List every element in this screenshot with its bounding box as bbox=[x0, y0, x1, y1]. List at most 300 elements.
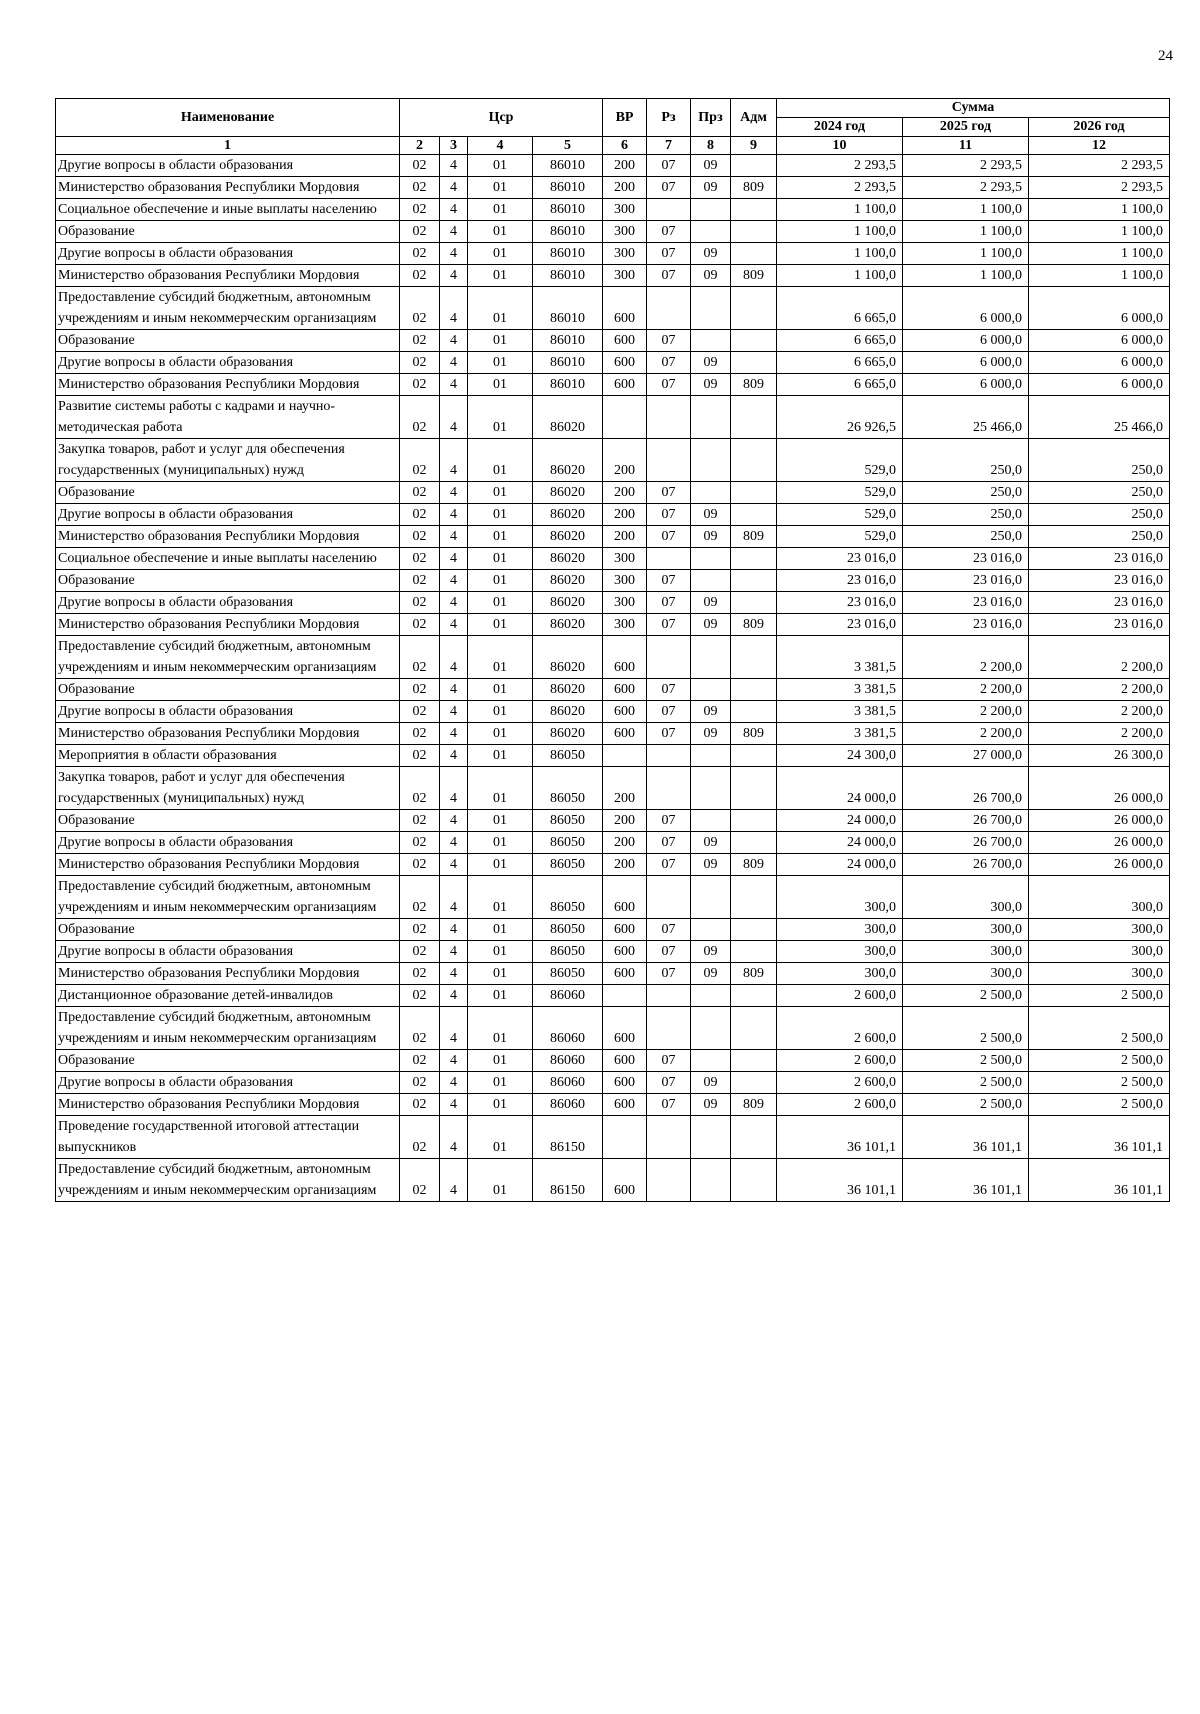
amount-2026: 300,0 bbox=[1029, 941, 1170, 963]
vr-code: 300 bbox=[603, 548, 647, 570]
header-rz: Рз bbox=[647, 99, 691, 137]
table-row bbox=[56, 155, 1170, 177]
csr-type: 4 bbox=[440, 832, 468, 854]
amount-2026: 25 466,0 bbox=[1029, 396, 1170, 439]
vr-code: 200 bbox=[603, 504, 647, 526]
rz-code bbox=[647, 439, 691, 482]
row-name: Проведение государственной итоговой аттестации выпускников bbox=[56, 1116, 400, 1159]
amount-2024: 24 300,0 bbox=[777, 745, 903, 767]
csr-subprogram: 01 bbox=[468, 985, 533, 1007]
prz-code bbox=[691, 1159, 731, 1202]
prz-code: 09 bbox=[691, 723, 731, 745]
amount-2026: 1 100,0 bbox=[1029, 265, 1170, 287]
amount-2024: 3 381,5 bbox=[777, 723, 903, 745]
csr-subprogram: 01 bbox=[468, 592, 533, 614]
adm-code: 809 bbox=[731, 374, 777, 396]
page-number: 24 bbox=[1158, 48, 1173, 64]
amount-2025: 23 016,0 bbox=[903, 548, 1029, 570]
row-name: Министерство образования Республики Мордовия bbox=[56, 854, 400, 876]
csr-direction: 86050 bbox=[533, 810, 603, 832]
amount-2025: 26 700,0 bbox=[903, 767, 1029, 810]
row-name: Закупка товаров, работ и услуг для обеспечения государственных (муниципальных) нужд bbox=[56, 767, 400, 810]
table-row bbox=[56, 1072, 1170, 1094]
vr-code: 600 bbox=[603, 1050, 647, 1072]
csr-program: 02 bbox=[400, 1007, 440, 1050]
amount-2025: 1 100,0 bbox=[903, 265, 1029, 287]
rz-code: 07 bbox=[647, 723, 691, 745]
csr-type: 4 bbox=[440, 177, 468, 199]
amount-2026: 23 016,0 bbox=[1029, 592, 1170, 614]
header-csr: Цср bbox=[400, 99, 603, 137]
csr-type: 4 bbox=[440, 155, 468, 177]
rz-code: 07 bbox=[647, 614, 691, 636]
amount-2024: 529,0 bbox=[777, 439, 903, 482]
csr-type: 4 bbox=[440, 876, 468, 919]
amount-2024: 3 381,5 bbox=[777, 636, 903, 679]
amount-2025: 300,0 bbox=[903, 941, 1029, 963]
csr-subprogram: 01 bbox=[468, 330, 533, 352]
table-row bbox=[56, 330, 1170, 352]
amount-2025: 25 466,0 bbox=[903, 396, 1029, 439]
amount-2026: 26 000,0 bbox=[1029, 810, 1170, 832]
vr-code: 600 bbox=[603, 374, 647, 396]
rz-code: 07 bbox=[647, 526, 691, 548]
amount-2025: 23 016,0 bbox=[903, 614, 1029, 636]
prz-code bbox=[691, 745, 731, 767]
vr-code: 600 bbox=[603, 1159, 647, 1202]
prz-code bbox=[691, 876, 731, 919]
csr-direction: 86060 bbox=[533, 1072, 603, 1094]
table-row bbox=[56, 482, 1170, 504]
rz-code: 07 bbox=[647, 854, 691, 876]
amount-2026: 300,0 bbox=[1029, 919, 1170, 941]
csr-program: 02 bbox=[400, 330, 440, 352]
csr-type: 4 bbox=[440, 614, 468, 636]
csr-subprogram: 01 bbox=[468, 1094, 533, 1116]
vr-code: 600 bbox=[603, 876, 647, 919]
csr-program: 02 bbox=[400, 199, 440, 221]
csr-subprogram: 01 bbox=[468, 265, 533, 287]
amount-2025: 2 500,0 bbox=[903, 1072, 1029, 1094]
row-name: Другие вопросы в области образования bbox=[56, 941, 400, 963]
csr-direction: 86050 bbox=[533, 745, 603, 767]
csr-type: 4 bbox=[440, 745, 468, 767]
rz-code: 07 bbox=[647, 592, 691, 614]
amount-2026: 2 500,0 bbox=[1029, 985, 1170, 1007]
amount-2026: 2 293,5 bbox=[1029, 155, 1170, 177]
table-row bbox=[56, 243, 1170, 265]
csr-subprogram: 01 bbox=[468, 1116, 533, 1159]
vr-code: 600 bbox=[603, 1072, 647, 1094]
amount-2024: 2 293,5 bbox=[777, 177, 903, 199]
vr-code: 600 bbox=[603, 701, 647, 723]
amount-2025: 2 200,0 bbox=[903, 679, 1029, 701]
amount-2024: 6 665,0 bbox=[777, 330, 903, 352]
amount-2024: 300,0 bbox=[777, 963, 903, 985]
csr-direction: 86020 bbox=[533, 570, 603, 592]
vr-code: 200 bbox=[603, 810, 647, 832]
csr-type: 4 bbox=[440, 374, 468, 396]
row-name: Министерство образования Республики Мордовия bbox=[56, 1094, 400, 1116]
row-name: Другие вопросы в области образования bbox=[56, 592, 400, 614]
csr-program: 02 bbox=[400, 221, 440, 243]
column-number-row bbox=[56, 137, 1170, 155]
row-name: Другие вопросы в области образования bbox=[56, 701, 400, 723]
csr-program: 02 bbox=[400, 1072, 440, 1094]
csr-type: 4 bbox=[440, 1007, 468, 1050]
row-name: Образование bbox=[56, 1050, 400, 1072]
amount-2026: 2 200,0 bbox=[1029, 636, 1170, 679]
table-row bbox=[56, 1094, 1170, 1116]
amount-2024: 529,0 bbox=[777, 482, 903, 504]
csr-program: 02 bbox=[400, 941, 440, 963]
prz-code: 09 bbox=[691, 504, 731, 526]
csr-subprogram: 01 bbox=[468, 876, 533, 919]
table-row bbox=[56, 396, 1170, 439]
csr-subprogram: 01 bbox=[468, 221, 533, 243]
adm-code bbox=[731, 504, 777, 526]
csr-direction: 86010 bbox=[533, 374, 603, 396]
adm-code bbox=[731, 636, 777, 679]
header-vr: ВР bbox=[603, 99, 647, 137]
vr-code: 600 bbox=[603, 723, 647, 745]
csr-direction: 86020 bbox=[533, 482, 603, 504]
amount-2025: 2 200,0 bbox=[903, 701, 1029, 723]
amount-2026: 2 500,0 bbox=[1029, 1094, 1170, 1116]
csr-program: 02 bbox=[400, 482, 440, 504]
table-row bbox=[56, 1116, 1170, 1159]
csr-direction: 86010 bbox=[533, 330, 603, 352]
csr-type: 4 bbox=[440, 985, 468, 1007]
vr-code: 600 bbox=[603, 1094, 647, 1116]
table-row bbox=[56, 265, 1170, 287]
table-row bbox=[56, 504, 1170, 526]
amount-2025: 26 700,0 bbox=[903, 854, 1029, 876]
amount-2025: 23 016,0 bbox=[903, 570, 1029, 592]
adm-code bbox=[731, 810, 777, 832]
adm-code bbox=[731, 352, 777, 374]
csr-program: 02 bbox=[400, 526, 440, 548]
amount-2025: 2 500,0 bbox=[903, 1007, 1029, 1050]
prz-code: 09 bbox=[691, 526, 731, 548]
amount-2024: 6 665,0 bbox=[777, 352, 903, 374]
row-name: Другие вопросы в области образования bbox=[56, 243, 400, 265]
row-name: Министерство образования Республики Мордовия bbox=[56, 374, 400, 396]
adm-code bbox=[731, 919, 777, 941]
csr-type: 4 bbox=[440, 1159, 468, 1202]
vr-code bbox=[603, 396, 647, 439]
csr-direction: 86060 bbox=[533, 1094, 603, 1116]
amount-2025: 300,0 bbox=[903, 876, 1029, 919]
column-number: 8 bbox=[691, 137, 731, 155]
csr-subprogram: 01 bbox=[468, 963, 533, 985]
table-row bbox=[56, 199, 1170, 221]
rz-code: 07 bbox=[647, 265, 691, 287]
row-name: Образование bbox=[56, 570, 400, 592]
csr-direction: 86050 bbox=[533, 941, 603, 963]
adm-code bbox=[731, 832, 777, 854]
adm-code bbox=[731, 548, 777, 570]
prz-code: 09 bbox=[691, 963, 731, 985]
amount-2026: 1 100,0 bbox=[1029, 221, 1170, 243]
amount-2025: 1 100,0 bbox=[903, 199, 1029, 221]
csr-program: 02 bbox=[400, 876, 440, 919]
prz-code: 09 bbox=[691, 592, 731, 614]
adm-code bbox=[731, 941, 777, 963]
column-number: 9 bbox=[731, 137, 777, 155]
column-number: 3 bbox=[440, 137, 468, 155]
table-row bbox=[56, 439, 1170, 482]
prz-code: 09 bbox=[691, 155, 731, 177]
csr-type: 4 bbox=[440, 919, 468, 941]
amount-2026: 2 200,0 bbox=[1029, 723, 1170, 745]
amount-2026: 36 101,1 bbox=[1029, 1159, 1170, 1202]
rz-code: 07 bbox=[647, 832, 691, 854]
csr-program: 02 bbox=[400, 374, 440, 396]
table-row bbox=[56, 1159, 1170, 1202]
prz-code bbox=[691, 1116, 731, 1159]
amount-2024: 1 100,0 bbox=[777, 243, 903, 265]
prz-code: 09 bbox=[691, 941, 731, 963]
csr-program: 02 bbox=[400, 570, 440, 592]
csr-subprogram: 01 bbox=[468, 614, 533, 636]
csr-subprogram: 01 bbox=[468, 919, 533, 941]
amount-2025: 36 101,1 bbox=[903, 1159, 1029, 1202]
rz-code: 07 bbox=[647, 679, 691, 701]
table-row bbox=[56, 570, 1170, 592]
adm-code bbox=[731, 155, 777, 177]
csr-type: 4 bbox=[440, 941, 468, 963]
prz-code: 09 bbox=[691, 701, 731, 723]
amount-2026: 2 200,0 bbox=[1029, 701, 1170, 723]
csr-type: 4 bbox=[440, 701, 468, 723]
adm-code bbox=[731, 1116, 777, 1159]
prz-code: 09 bbox=[691, 854, 731, 876]
column-number: 11 bbox=[903, 137, 1029, 155]
adm-code bbox=[731, 679, 777, 701]
table-row bbox=[56, 1007, 1170, 1050]
csr-program: 02 bbox=[400, 1050, 440, 1072]
vr-code: 600 bbox=[603, 919, 647, 941]
row-name: Образование bbox=[56, 330, 400, 352]
csr-type: 4 bbox=[440, 287, 468, 330]
csr-program: 02 bbox=[400, 155, 440, 177]
table-row bbox=[56, 832, 1170, 854]
csr-type: 4 bbox=[440, 854, 468, 876]
vr-code: 200 bbox=[603, 526, 647, 548]
column-number: 10 bbox=[777, 137, 903, 155]
amount-2025: 36 101,1 bbox=[903, 1116, 1029, 1159]
adm-code bbox=[731, 767, 777, 810]
row-name: Образование bbox=[56, 679, 400, 701]
amount-2026: 2 500,0 bbox=[1029, 1007, 1170, 1050]
table-row bbox=[56, 287, 1170, 330]
csr-type: 4 bbox=[440, 243, 468, 265]
rz-code: 07 bbox=[647, 1072, 691, 1094]
adm-code: 809 bbox=[731, 1094, 777, 1116]
rz-code: 07 bbox=[647, 701, 691, 723]
row-name: Министерство образования Республики Мордовия bbox=[56, 723, 400, 745]
csr-direction: 86010 bbox=[533, 221, 603, 243]
prz-code bbox=[691, 1050, 731, 1072]
row-name: Министерство образования Республики Мордовия bbox=[56, 265, 400, 287]
prz-code bbox=[691, 439, 731, 482]
csr-direction: 86010 bbox=[533, 243, 603, 265]
adm-code bbox=[731, 221, 777, 243]
amount-2025: 2 200,0 bbox=[903, 723, 1029, 745]
header-sum: Сумма bbox=[777, 99, 1170, 118]
rz-code bbox=[647, 548, 691, 570]
csr-type: 4 bbox=[440, 352, 468, 374]
row-name: Другие вопросы в области образования bbox=[56, 832, 400, 854]
amount-2026: 6 000,0 bbox=[1029, 287, 1170, 330]
csr-subprogram: 01 bbox=[468, 636, 533, 679]
csr-type: 4 bbox=[440, 1094, 468, 1116]
csr-direction: 86010 bbox=[533, 352, 603, 374]
adm-code bbox=[731, 1007, 777, 1050]
amount-2025: 2 293,5 bbox=[903, 177, 1029, 199]
header-name: Наименование bbox=[56, 99, 400, 137]
prz-code bbox=[691, 767, 731, 810]
adm-code bbox=[731, 396, 777, 439]
amount-2024: 23 016,0 bbox=[777, 592, 903, 614]
amount-2026: 300,0 bbox=[1029, 876, 1170, 919]
rz-code: 07 bbox=[647, 177, 691, 199]
amount-2025: 250,0 bbox=[903, 439, 1029, 482]
header-year-2024: 2024 год bbox=[777, 118, 903, 137]
row-name: Другие вопросы в области образования bbox=[56, 155, 400, 177]
row-name: Закупка товаров, работ и услуг для обеспечения государственных (муниципальных) нужд bbox=[56, 439, 400, 482]
header-row-1 bbox=[56, 99, 1170, 118]
csr-subprogram: 01 bbox=[468, 723, 533, 745]
vr-code: 300 bbox=[603, 243, 647, 265]
vr-code: 300 bbox=[603, 570, 647, 592]
rz-code bbox=[647, 876, 691, 919]
vr-code: 200 bbox=[603, 482, 647, 504]
table-row bbox=[56, 723, 1170, 745]
csr-direction: 86020 bbox=[533, 679, 603, 701]
amount-2025: 2 500,0 bbox=[903, 1050, 1029, 1072]
amount-2024: 300,0 bbox=[777, 941, 903, 963]
csr-type: 4 bbox=[440, 592, 468, 614]
column-number: 1 bbox=[56, 137, 400, 155]
amount-2024: 23 016,0 bbox=[777, 548, 903, 570]
vr-code: 300 bbox=[603, 592, 647, 614]
amount-2026: 2 200,0 bbox=[1029, 679, 1170, 701]
amount-2024: 2 600,0 bbox=[777, 1072, 903, 1094]
csr-program: 02 bbox=[400, 352, 440, 374]
adm-code bbox=[731, 1050, 777, 1072]
amount-2024: 36 101,1 bbox=[777, 1159, 903, 1202]
row-name: Другие вопросы в области образования bbox=[56, 1072, 400, 1094]
prz-code: 09 bbox=[691, 265, 731, 287]
rz-code bbox=[647, 396, 691, 439]
amount-2024: 36 101,1 bbox=[777, 1116, 903, 1159]
vr-code: 600 bbox=[603, 1007, 647, 1050]
csr-type: 4 bbox=[440, 1072, 468, 1094]
csr-type: 4 bbox=[440, 482, 468, 504]
vr-code: 600 bbox=[603, 941, 647, 963]
csr-direction: 86050 bbox=[533, 832, 603, 854]
amount-2026: 36 101,1 bbox=[1029, 1116, 1170, 1159]
amount-2024: 23 016,0 bbox=[777, 614, 903, 636]
amount-2026: 1 100,0 bbox=[1029, 243, 1170, 265]
csr-subprogram: 01 bbox=[468, 439, 533, 482]
csr-subprogram: 01 bbox=[468, 1007, 533, 1050]
budget-table bbox=[55, 98, 1170, 1202]
adm-code bbox=[731, 985, 777, 1007]
csr-program: 02 bbox=[400, 854, 440, 876]
rz-code bbox=[647, 199, 691, 221]
amount-2025: 6 000,0 bbox=[903, 287, 1029, 330]
table-row bbox=[56, 679, 1170, 701]
rz-code bbox=[647, 745, 691, 767]
amount-2024: 2 600,0 bbox=[777, 1050, 903, 1072]
adm-code bbox=[731, 1159, 777, 1202]
csr-direction: 86150 bbox=[533, 1116, 603, 1159]
csr-program: 02 bbox=[400, 1159, 440, 1202]
vr-code: 200 bbox=[603, 177, 647, 199]
adm-code bbox=[731, 330, 777, 352]
csr-subprogram: 01 bbox=[468, 570, 533, 592]
csr-direction: 86020 bbox=[533, 504, 603, 526]
csr-direction: 86020 bbox=[533, 526, 603, 548]
csr-direction: 86020 bbox=[533, 396, 603, 439]
rz-code: 07 bbox=[647, 810, 691, 832]
csr-program: 02 bbox=[400, 265, 440, 287]
row-name: Развитие системы работы с кадрами и научно-методическая работа bbox=[56, 396, 400, 439]
vr-code: 600 bbox=[603, 287, 647, 330]
prz-code bbox=[691, 570, 731, 592]
amount-2025: 1 100,0 bbox=[903, 221, 1029, 243]
prz-code bbox=[691, 679, 731, 701]
adm-code: 809 bbox=[731, 526, 777, 548]
header-adm: Адм bbox=[731, 99, 777, 137]
csr-type: 4 bbox=[440, 330, 468, 352]
header-prz: Прз bbox=[691, 99, 731, 137]
amount-2026: 2 500,0 bbox=[1029, 1050, 1170, 1072]
csr-subprogram: 01 bbox=[468, 1072, 533, 1094]
rz-code: 07 bbox=[647, 352, 691, 374]
csr-type: 4 bbox=[440, 963, 468, 985]
amount-2025: 23 016,0 bbox=[903, 592, 1029, 614]
prz-code bbox=[691, 548, 731, 570]
csr-program: 02 bbox=[400, 439, 440, 482]
csr-direction: 86010 bbox=[533, 265, 603, 287]
csr-program: 02 bbox=[400, 745, 440, 767]
amount-2026: 23 016,0 bbox=[1029, 614, 1170, 636]
vr-code: 600 bbox=[603, 963, 647, 985]
csr-subprogram: 01 bbox=[468, 767, 533, 810]
csr-direction: 86020 bbox=[533, 701, 603, 723]
rz-code bbox=[647, 1116, 691, 1159]
amount-2024: 529,0 bbox=[777, 526, 903, 548]
csr-subprogram: 01 bbox=[468, 1159, 533, 1202]
csr-direction: 86060 bbox=[533, 1007, 603, 1050]
csr-type: 4 bbox=[440, 221, 468, 243]
csr-subprogram: 01 bbox=[468, 482, 533, 504]
csr-subprogram: 01 bbox=[468, 745, 533, 767]
rz-code: 07 bbox=[647, 482, 691, 504]
csr-type: 4 bbox=[440, 439, 468, 482]
amount-2026: 23 016,0 bbox=[1029, 548, 1170, 570]
amount-2026: 26 300,0 bbox=[1029, 745, 1170, 767]
rz-code: 07 bbox=[647, 941, 691, 963]
csr-type: 4 bbox=[440, 1050, 468, 1072]
vr-code bbox=[603, 1116, 647, 1159]
amount-2025: 26 700,0 bbox=[903, 832, 1029, 854]
amount-2026: 26 000,0 bbox=[1029, 832, 1170, 854]
